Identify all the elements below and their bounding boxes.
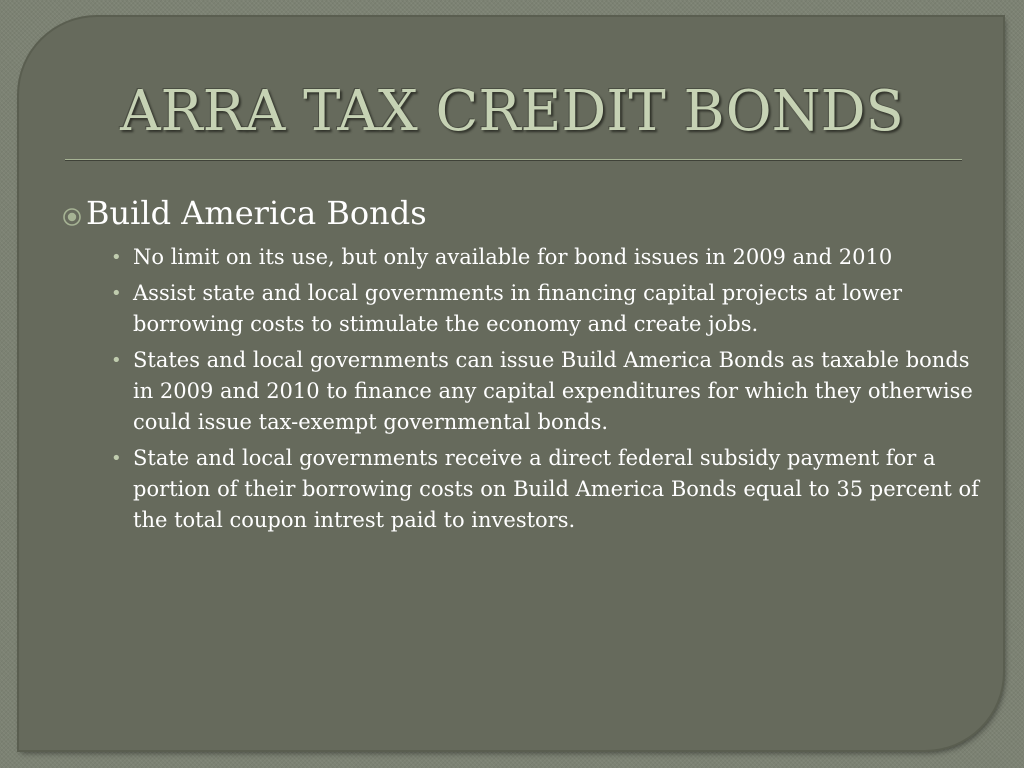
bullet-text: No limit on its use, but only available for bond issues in 2009 and 2010 xyxy=(133,245,893,269)
bullet-dot-icon: • xyxy=(111,350,122,371)
list-item xyxy=(111,345,981,438)
list-item xyxy=(111,278,981,340)
bullet-text: States and local governments can issue Build America Bonds as taxable bonds in 2009 and 2010 to finance any capital expenditures for which they otherwise could issue tax-exempt governmental bonds. xyxy=(133,348,973,434)
bullet-text: Assist state and local governments in financing capital projects at lower borrowing costs to stimulate the economy and create jobs. xyxy=(133,281,903,336)
section-heading: Build America Bonds xyxy=(86,194,427,232)
bullet-list xyxy=(111,242,981,541)
title-divider xyxy=(65,159,962,160)
bullet-dot-icon: • xyxy=(111,247,122,268)
bullet-dot-icon: • xyxy=(111,448,122,469)
list-item xyxy=(111,242,981,273)
circle-dot-icon xyxy=(62,207,82,227)
slide-title: ARRA TAX CREDIT BONDS xyxy=(120,79,904,144)
bullet-dot-icon: • xyxy=(111,283,122,304)
heading-bullet-item xyxy=(62,188,427,238)
bullet-text: State and local governments receive a direct federal subsidy payment for a portion of their borrowing costs on Build America Bonds equal to 35 percent of the total coupon intrest paid to investors. xyxy=(133,446,979,532)
list-item xyxy=(111,443,981,536)
